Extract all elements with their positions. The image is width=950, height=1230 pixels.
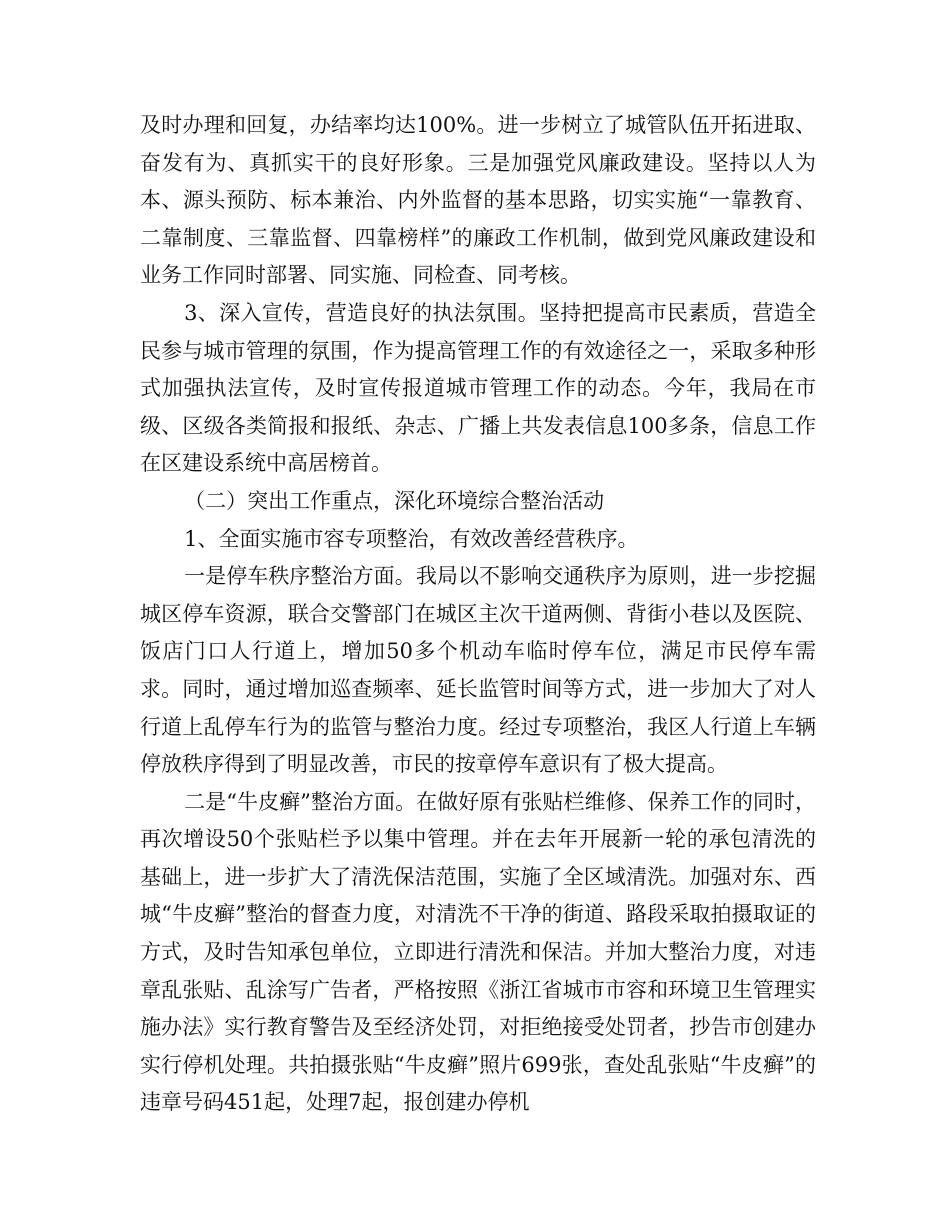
- paragraph-publicity: 3、深入宣传，营造良好的执法氛围。坚持把提高市民素质，营造全民参与城市管理的氛围，作为提高管理工作的有效途径之一，采取多种形式加强执法宣传，及时宣传报道城市管理工作的动态。今年，我局在市级、区级各类简报和报纸、杂志、广播上共发表信息100多条，信息工作在区建设系统中高居榜首。: [140, 300, 816, 476]
- document-body: [140, 107, 816, 1122]
- paragraph-parking: 一是停车秩序整治方面。我局以不影响交通秩序为原则，进一步挖掘城区停车资源，联合交警部门在城区主次干道两侧、背街小巷以及医院、饭店门口人行道上，增加50多个机动车临时停车位，满足市民停车需求。同时，通过增加巡查频率、延长监管时间等方式，进一步加大了对人行道上乱停车行为的监管与整治力度。经过专项整治，我区人行道上车辆停放秩序得到了明显改善，市民的按章停车意识有了极大提高。: [140, 564, 816, 777]
- subsection-heading: 1、全面实施市容专项整治，有效改善经营秩序。: [184, 526, 639, 551]
- paragraph-flyposting: 二是“牛皮癣”整治方面。在做好原有张贴栏维修、保养工作的同时，再次增设50个张贴栏予以集中管理。并在去年开展新一轮的承包清洗的基础上，进一步扩大了清洗保洁范围，实施了全区域清洗。加强对东、西城“牛皮癣”整治的督查力度，对清洗不干净的街道、路段采取拍摄取证的方式，及时告知承包单位，立即进行清洗和保洁。并加大整治力度，对违章乱张贴、乱涂写广告者，严格按照《浙江省城市市容和环境卫生管理实施办法》实行教育警告及至经济处罚，对拒绝接受处罚者，抄告市创建办实行停机处理。共拍摄张贴“牛皮癣”照片699张，查处乱张贴“牛皮癣”的违章号码451起，处理7起，报创建办停机: [140, 789, 816, 1115]
- section-heading: （二）突出工作重点，深化环境综合整治活动: [184, 488, 605, 513]
- paragraph-continuation: 及时办理和回复，办结率均达100%。进一步树立了城管队伍开拓进取、奋发有为、真抓实干的良好形象。三是加强党风廉政建设。坚持以人为本、源头预防、标本兼治、内外监督的基本思路，切实实施“一靠教育、二靠制度、三靠监督、四靠榜样”的廉政工作机制，做到党风廉政建设和业务工作同时部署、同实施、同检查、同考核。: [140, 113, 816, 288]
